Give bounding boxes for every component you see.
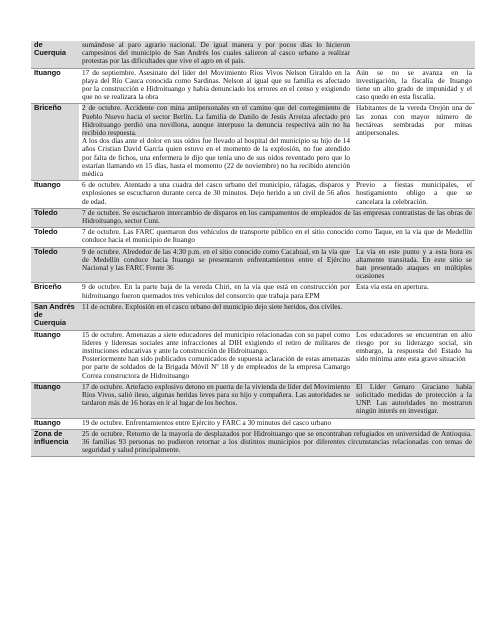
- event-cell: 25 de octubre. Retorno de la mayoría de desplazados por Hidroituango que se encontraban refugiados en universidad de Antioquia. 36 familias 93 personas no pudieron retornar a los distintos municipios por diferentes circunstancias relacionadas con temas de seguridad y salud principalmente.: [79, 429, 475, 457]
- event-cell: [79, 330, 353, 382]
- note-cell: El Líder Genaro Graciano había solicitado medidas de protección a la UNP. Las autoridades no mostraron ningún interés en investigar.: [353, 382, 475, 418]
- place-cell: Toledo: [31, 228, 79, 247]
- event-cell: 7 de octubre. Se escucharon intercambio de disparos en los campamentos de empleados de las empresas contratistas de las obras de Hidroituango, sector Cuni.: [79, 208, 475, 227]
- event-text-extra: A los dos días ante el dolor en sus oídos fue llevado al hospital del municipio su hijo de 14 años Cristian David García quien estuvo en el momento de la explosión, no fue atendido por falta de fichos, una enfermera le dijo que tenía uno de sus oídos reventado pero que lo estarían llamando en 15 días, hasta el momento (22 de noviembre) no ha recibido atención médica: [82, 136, 350, 179]
- place-cell: Ituango: [31, 181, 79, 209]
- event-cell: 11 de octubre. Explosión en el casco urbano del municipio dejo siete heridos, dos civiles.: [79, 302, 475, 330]
- place-cell: San Andrés de Cuerquia: [31, 302, 79, 330]
- place-cell: Toledo: [31, 208, 79, 227]
- table-row: [31, 181, 475, 209]
- note-cell: Habitantes de la vereda Orejón una de las zonas con mayor número de hectáreas sembradas por minas antipersonales.: [353, 104, 475, 181]
- table-row: [31, 68, 475, 104]
- table-row: [31, 418, 475, 429]
- place-cell: de Cuerquia: [31, 41, 79, 68]
- table-row: [31, 41, 475, 68]
- place-cell: Ituango: [31, 330, 79, 382]
- events-table: [31, 41, 475, 457]
- place-cell: Ituango: [31, 68, 79, 104]
- event-cell: 6 de octubre. Atentado a una cuadra del casco urbano del municipio, ráfagas, disparos y explosiones se escucharon durante cerca de 30 minutos. Dejo herido a un civil de 56 años de edad.: [79, 181, 353, 209]
- place-cell: Ituango: [31, 418, 79, 429]
- event-text-extra: Posteriormente han sido publicados comunicados de supuesta aclaración de estas amenazas por parte de soldados de la Brigada Móvil Nº 18 y de empleados de la empresa Camargo Correa constructora de Hidroituango: [82, 354, 350, 380]
- event-cell: 19 de octubre. Enfrentamientos entre Ejército y FARC a 30 minutos del casco urbano: [79, 418, 475, 429]
- note-cell: Previo a fiestas municipales, el hostigamiento obligo a que se cancelara la celebración.: [353, 181, 475, 209]
- event-text: 15 de octubre. Amenazas a siete educadores del municipio relacionadas con su papel como líderes y lideresas sociales ante infracciones al DIH exigiendo el retiro de militares de instituciones educativas y ante la construcción de Hidroituango.: [82, 329, 350, 355]
- note-cell: La vía en este punto y a esta hora es altamente transitada. En este sitio se han presentado ataques en múltiples ocasiones: [353, 247, 475, 283]
- table-row: [31, 429, 475, 457]
- table-row: [31, 283, 475, 302]
- place-cell: Toledo: [31, 247, 79, 283]
- event-cell: 7 de octubre. Las FARC quemaron dos vehículos de transporte público en el sitio conocido como Taque, en la vía que de Medellín conduce hacia el municipio de Ituango: [79, 228, 475, 247]
- event-cell: sumándose al paro agrario nacional. De igual manera y por pocos días lo hicieron campesinos del municipio de San Andrés los cuales salieron al casco urbano a realizar protestas por las dificultades que vive el agro en el país.: [79, 41, 353, 68]
- event-cell: 9 de octubre. Alrededor de las 4:30 p.m. en el sitio conocido como Cacahual, en la vía que de Medellín conduce hacia Ituango se presentaron enfrentamientos entre el Ejército Nacional y las FARC Frente 36: [79, 247, 353, 283]
- place-cell: Briceño: [31, 104, 79, 181]
- event-cell: [79, 104, 353, 181]
- note-cell: Aún se no se avanza en la investigación, la fiscalía de Ituango tiene un alto grado de impunidad y el caso quedo en esta fiscalía.: [353, 68, 475, 104]
- event-cell: 17 de octubre. Artefacto explosivo detono en puerta de la vivienda de líder del Movimiento Ríos Vivos, salió ileso, algunas heridas leves para su hijo y compañera. Las autoridades se tardaron más de 16 horas en ir al lugar de los hechos.: [79, 382, 353, 418]
- table-row: [31, 330, 475, 382]
- table-row: [31, 382, 475, 418]
- table-row: [31, 247, 475, 283]
- place-cell: Zona de influencia: [31, 429, 79, 457]
- place-cell: Briceño: [31, 283, 79, 302]
- note-cell: [353, 41, 475, 68]
- table-row: [31, 302, 475, 330]
- table-row: [31, 228, 475, 247]
- event-text-highlighted: 2 de octubre. Accidente con mina antipersonales en el camino que del corregimiento de Pueblo Nuevo hacia el sector Berlín. La familia de Danilo de Jesús Arreiza afectado pro Hidroituango perdió una novillona, aunque interpuso la denuncia respectiva aún no ha recibido respuesta.: [82, 103, 350, 138]
- event-cell: 9 de octubre. En la parte baja de la vereda Chiri, en la vía que está en construcción por hidroituango fueron quemados tres vehículos del consorcio que trabaja para EPM: [79, 283, 353, 302]
- table-row: [31, 104, 475, 181]
- note-cell: Los educadores se encuentran en alto riesgo por su liderazgo social, sin embargo, la respuesta del Estado ha sido mínima ante esta grave situación: [353, 330, 475, 382]
- event-cell: 17 de septiembre. Asesinato del líder del Movimiento Ríos Vivos Nelson Giraldo en la playa del Río Cauca conocida como Sardinas. Nelson al igual que su familia es afectado por la construcción e Hidroituango y había denunciado los errores en el censo y exigiendo que no se realizara la obra: [79, 68, 353, 104]
- place-cell: Ituango: [31, 382, 79, 418]
- table-row: [31, 208, 475, 227]
- note-cell: Esta vía esta en apertura.: [353, 283, 475, 302]
